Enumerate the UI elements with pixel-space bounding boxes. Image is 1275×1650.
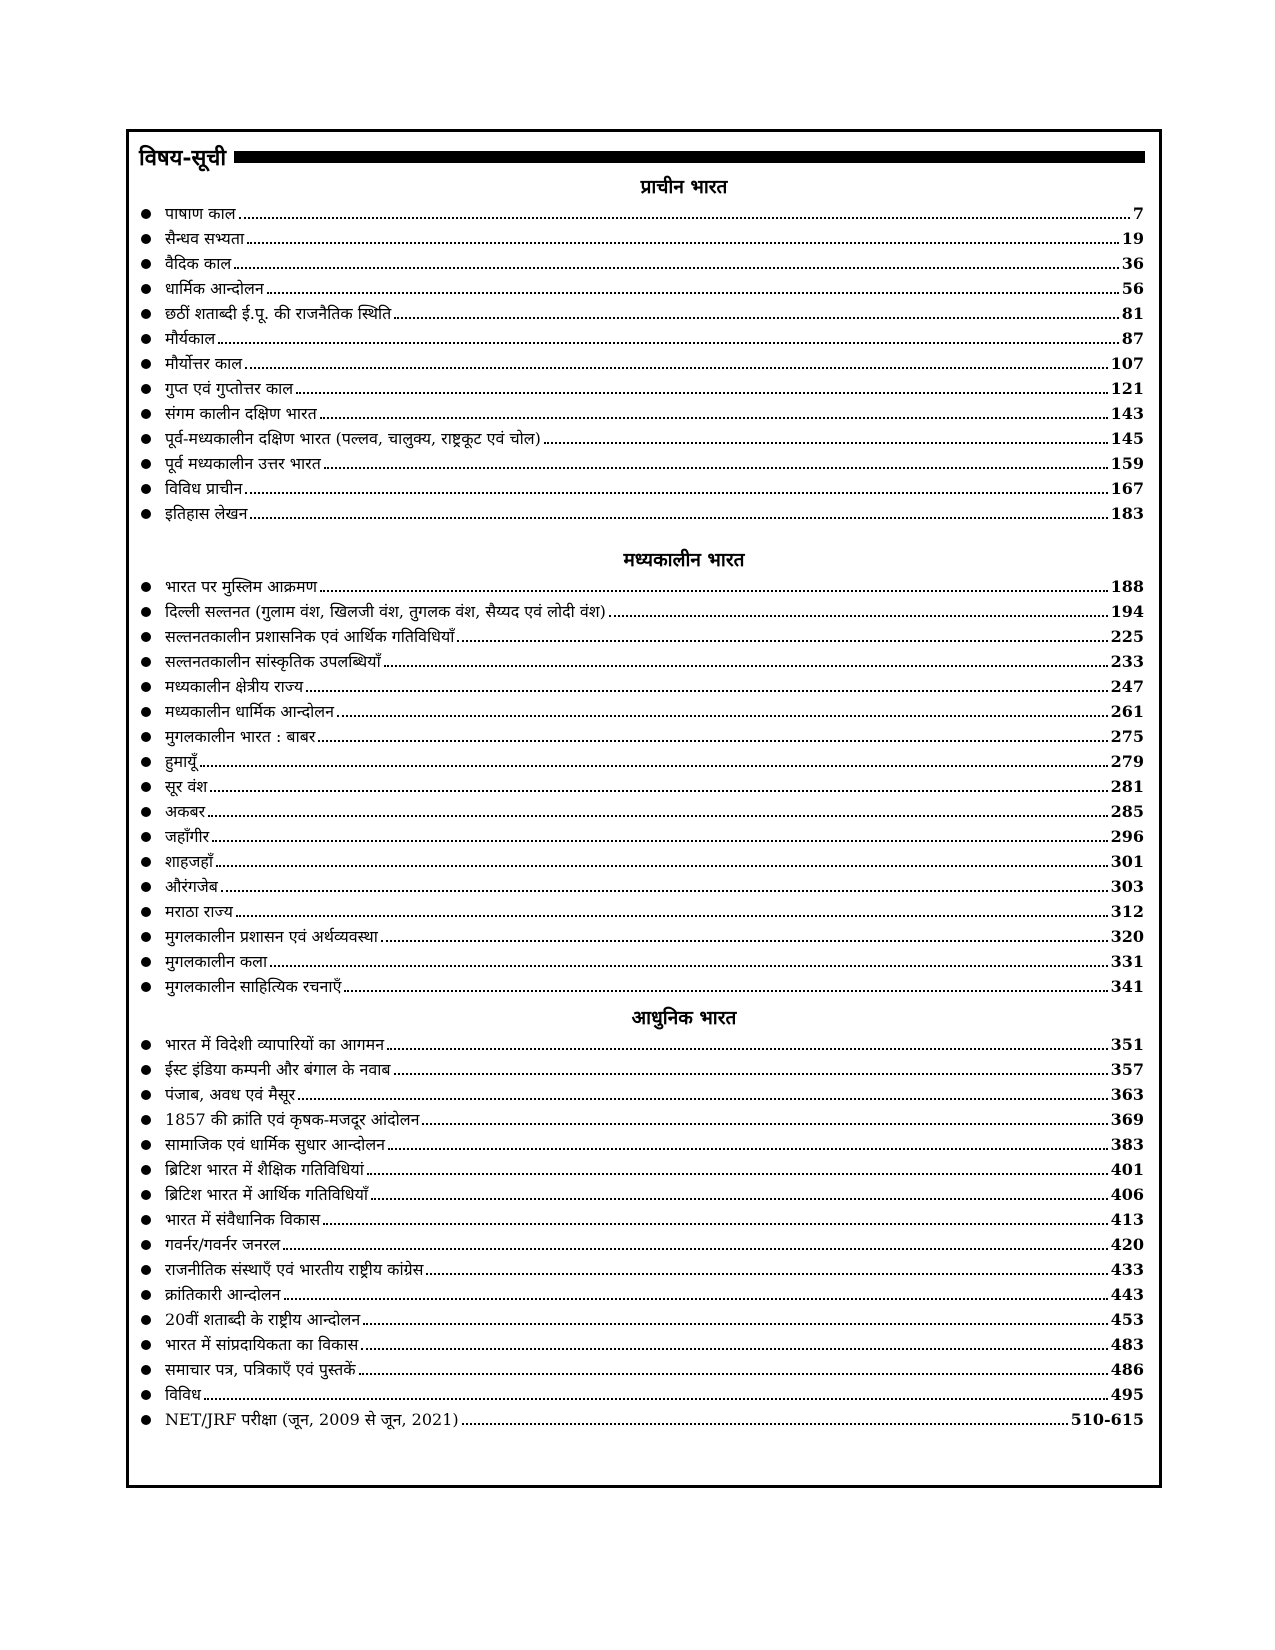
entry-label: हुमायूँ bbox=[165, 752, 197, 771]
entry-label: मध्यकालीन धार्मिक आन्दोलन bbox=[165, 702, 334, 721]
entry-page-number: 357 bbox=[1110, 1060, 1144, 1079]
entry-page-number: 363 bbox=[1110, 1085, 1144, 1104]
entry-page-number: 81 bbox=[1121, 304, 1144, 323]
entry-page-number: 483 bbox=[1110, 1335, 1144, 1354]
bullet-icon bbox=[141, 1390, 151, 1400]
entry-page-number: 285 bbox=[1110, 802, 1144, 821]
dot-leader bbox=[200, 765, 1108, 767]
entry-page-number: 369 bbox=[1110, 1110, 1144, 1129]
contents-entry[interactable] bbox=[141, 699, 1144, 724]
entry-page-number: 341 bbox=[1110, 977, 1144, 996]
section-heading: आधुनिक भारत bbox=[631, 1007, 737, 1029]
contents-entry[interactable] bbox=[141, 1032, 1144, 1057]
contents-entry[interactable] bbox=[141, 251, 1144, 276]
dot-leader bbox=[216, 865, 1108, 867]
title-bar-rule bbox=[234, 151, 1145, 163]
dot-leader bbox=[457, 640, 1107, 642]
contents-entry[interactable] bbox=[141, 799, 1144, 824]
contents-entry[interactable] bbox=[141, 624, 1144, 649]
bullet-icon bbox=[141, 284, 151, 294]
contents-entry[interactable] bbox=[141, 1382, 1144, 1407]
contents-entry[interactable] bbox=[141, 1232, 1144, 1257]
entry-label: पाषाण काल bbox=[165, 204, 236, 223]
contents-entry[interactable] bbox=[141, 849, 1144, 874]
contents-entry[interactable] bbox=[141, 1357, 1144, 1382]
contents-entry[interactable] bbox=[141, 376, 1144, 401]
contents-entry[interactable] bbox=[141, 1157, 1144, 1182]
entry-label: 1857 की क्रांति एवं कृषक-मजदूर आंदोलन bbox=[165, 1110, 420, 1129]
entry-label: भारत पर मुस्लिम आक्रमण bbox=[165, 577, 318, 596]
bullet-icon bbox=[141, 209, 151, 219]
contents-entry[interactable] bbox=[141, 1132, 1144, 1157]
bullet-icon bbox=[141, 632, 151, 642]
dot-leader bbox=[247, 242, 1119, 244]
contents-entry[interactable] bbox=[141, 1057, 1144, 1082]
dot-leader bbox=[212, 840, 1107, 842]
dot-leader bbox=[388, 1148, 1108, 1150]
dot-leader bbox=[221, 890, 1108, 892]
entry-page-number: 7 bbox=[1132, 204, 1144, 223]
contents-entry[interactable] bbox=[141, 649, 1144, 674]
dot-leader bbox=[204, 1398, 1108, 1400]
entry-page-number: 303 bbox=[1110, 877, 1144, 896]
contents-entry[interactable] bbox=[141, 1207, 1144, 1232]
bullet-icon bbox=[141, 757, 151, 767]
dot-leader bbox=[426, 1273, 1107, 1275]
entry-page-number: 121 bbox=[1110, 379, 1144, 398]
section-heading: मध्यकालीन भारत bbox=[623, 549, 745, 571]
entry-page-number: 510-615 bbox=[1070, 1410, 1144, 1429]
bullet-icon bbox=[141, 707, 151, 717]
dot-leader bbox=[320, 417, 1108, 419]
contents-entry[interactable] bbox=[141, 724, 1144, 749]
bullet-icon bbox=[141, 1315, 151, 1325]
entry-label: 20वीं शताब्दी के राष्ट्रीय आन्दोलन bbox=[165, 1310, 361, 1329]
entry-page-number: 495 bbox=[1110, 1385, 1144, 1404]
entry-page-number: 420 bbox=[1110, 1235, 1144, 1254]
contents-entry[interactable] bbox=[141, 574, 1144, 599]
entry-label: सूर वंश bbox=[165, 777, 208, 796]
contents-entry[interactable] bbox=[141, 824, 1144, 849]
bullet-icon bbox=[141, 582, 151, 592]
contents-section bbox=[129, 174, 1159, 526]
bullet-icon bbox=[141, 309, 151, 319]
contents-entry[interactable] bbox=[141, 501, 1144, 526]
dot-leader bbox=[609, 615, 1108, 617]
dot-leader bbox=[245, 367, 1107, 369]
entry-page-number: 233 bbox=[1110, 652, 1144, 671]
entry-label: जहाँगीर bbox=[165, 827, 210, 846]
bullet-icon bbox=[141, 1190, 151, 1200]
entry-label: वैदिक काल bbox=[165, 254, 232, 273]
contents-entry[interactable] bbox=[141, 451, 1144, 476]
dot-leader bbox=[284, 1298, 1108, 1300]
contents-entry[interactable] bbox=[141, 1332, 1144, 1357]
bullet-icon bbox=[141, 982, 151, 992]
dot-leader bbox=[306, 690, 1107, 692]
dot-leader bbox=[283, 1248, 1107, 1250]
contents-entry[interactable] bbox=[141, 1257, 1144, 1282]
entry-label: सैन्धव सभ्यता bbox=[165, 229, 245, 248]
bullet-icon bbox=[141, 259, 151, 269]
bullet-icon bbox=[141, 957, 151, 967]
entry-label: दिल्ली सल्तनत (गुलाम वंश, खिलजी वंश, तुगलक वंश, सैय्यद एवं लोदी वंश) bbox=[165, 602, 606, 621]
entry-label: सल्तनतकालीन सांस्कृतिक उपलब्धियाँ bbox=[165, 652, 381, 671]
dot-leader bbox=[387, 1048, 1107, 1050]
entry-label: मौर्योत्तर काल bbox=[165, 354, 243, 373]
bullet-icon bbox=[141, 234, 151, 244]
dot-leader bbox=[208, 815, 1107, 817]
dot-leader bbox=[384, 665, 1108, 667]
entry-page-number: 433 bbox=[1110, 1260, 1144, 1279]
bullet-icon bbox=[141, 1065, 151, 1075]
bullet-icon bbox=[141, 932, 151, 942]
contents-section bbox=[129, 1005, 1159, 1432]
entry-label: छठीं शताब्दी ई.पू. की राजनैतिक स्थिति bbox=[165, 304, 392, 323]
dot-leader bbox=[210, 790, 1107, 792]
dot-leader bbox=[371, 1198, 1108, 1200]
contents-entry[interactable] bbox=[141, 351, 1144, 376]
entry-page-number: 225 bbox=[1110, 627, 1144, 646]
bullet-icon bbox=[141, 807, 151, 817]
bullet-icon bbox=[141, 782, 151, 792]
dot-leader bbox=[267, 292, 1119, 294]
entry-page-number: 183 bbox=[1110, 504, 1144, 523]
contents-entry[interactable] bbox=[141, 1407, 1144, 1432]
dot-leader bbox=[270, 965, 1107, 967]
entry-page-number: 351 bbox=[1110, 1035, 1144, 1054]
entry-page-number: 159 bbox=[1110, 454, 1144, 473]
dot-leader bbox=[234, 267, 1119, 269]
entry-label: सामाजिक एवं धार्मिक सुधार आन्दोलन bbox=[165, 1135, 386, 1154]
contents-entry[interactable] bbox=[141, 1082, 1144, 1107]
dot-leader bbox=[323, 1223, 1107, 1225]
entry-label: समाचार पत्र, पत्रिकाएँ एवं पुस्तकें bbox=[165, 1360, 356, 1379]
dot-leader bbox=[367, 1173, 1108, 1175]
dot-leader bbox=[363, 1323, 1107, 1325]
entry-page-number: 145 bbox=[1110, 429, 1144, 448]
contents-entry[interactable] bbox=[141, 326, 1144, 351]
entry-label: शाहजहाँ bbox=[165, 852, 214, 871]
dot-leader bbox=[544, 442, 1108, 444]
entry-label: विविध प्राचीन bbox=[165, 479, 243, 498]
bullet-icon bbox=[141, 1140, 151, 1150]
entry-page-number: 383 bbox=[1110, 1135, 1144, 1154]
entry-page-number: 401 bbox=[1110, 1160, 1144, 1179]
entry-label: संगम कालीन दक्षिण भारत bbox=[165, 404, 317, 423]
entry-label: गुप्त एवं गुप्तोत्तर काल bbox=[165, 379, 294, 398]
entry-page-number: 56 bbox=[1121, 279, 1144, 298]
contents-entry[interactable] bbox=[141, 201, 1144, 226]
dot-leader bbox=[422, 1123, 1107, 1125]
bullet-icon bbox=[141, 1165, 151, 1175]
dot-leader bbox=[394, 317, 1118, 319]
entry-page-number: 107 bbox=[1110, 354, 1144, 373]
bullet-icon bbox=[141, 359, 151, 369]
dot-leader bbox=[218, 342, 1118, 344]
entry-label: भारत में सांप्रदायिकता का विकास bbox=[165, 1335, 359, 1354]
entry-page-number: 296 bbox=[1110, 827, 1144, 846]
bullet-icon bbox=[141, 1090, 151, 1100]
entry-label: क्रांतिकारी आन्दोलन bbox=[165, 1285, 281, 1304]
contents-entry[interactable] bbox=[141, 301, 1144, 326]
bullet-icon bbox=[141, 857, 151, 867]
entry-label: विविध bbox=[165, 1385, 201, 1404]
entry-label: गवर्नर/गवर्नर जनरल bbox=[165, 1235, 281, 1254]
contents-entry[interactable] bbox=[141, 599, 1144, 624]
dot-leader bbox=[359, 1373, 1108, 1375]
entry-label: औरंगजेब bbox=[165, 877, 218, 896]
contents-entry[interactable] bbox=[141, 924, 1144, 949]
entry-page-number: 413 bbox=[1110, 1210, 1144, 1229]
dot-leader bbox=[298, 1098, 1107, 1100]
entry-label: भारत में संवैधानिक विकास bbox=[165, 1210, 321, 1229]
bullet-icon bbox=[141, 1290, 151, 1300]
dot-leader bbox=[462, 1423, 1068, 1425]
bullet-icon bbox=[141, 607, 151, 617]
entry-page-number: 406 bbox=[1110, 1185, 1144, 1204]
entry-label: ब्रिटिश भारत में आर्थिक गतिविधियाँ bbox=[165, 1185, 369, 1204]
contents-section bbox=[129, 547, 1159, 999]
entry-page-number: 486 bbox=[1110, 1360, 1144, 1379]
entry-label: अकबर bbox=[165, 802, 206, 821]
contents-entry[interactable] bbox=[141, 949, 1144, 974]
entry-label: सल्तनतकालीन प्रशासनिक एवं आर्थिक गतिविधियाँ bbox=[165, 627, 455, 646]
dot-leader bbox=[239, 217, 1130, 219]
entry-label: राजनीतिक संस्थाएँ एवं भारतीय राष्ट्रीय कांग्रेस bbox=[165, 1260, 424, 1279]
dot-leader bbox=[324, 467, 1108, 469]
bullet-icon bbox=[141, 459, 151, 469]
contents-entry[interactable] bbox=[141, 899, 1144, 924]
bullet-icon bbox=[141, 1215, 151, 1225]
dot-leader bbox=[318, 740, 1107, 742]
entry-page-number: 453 bbox=[1110, 1310, 1144, 1329]
contents-entry[interactable] bbox=[141, 874, 1144, 899]
entry-label: ब्रिटिश भारत में शैक्षिक गतिविधियां bbox=[165, 1160, 364, 1179]
contents-entry[interactable] bbox=[141, 1307, 1144, 1332]
dot-leader bbox=[394, 1073, 1108, 1075]
dot-leader bbox=[250, 517, 1107, 519]
entry-label: भारत में विदेशी व्यापारियों का आगमन bbox=[165, 1035, 385, 1054]
bullet-icon bbox=[141, 882, 151, 892]
contents-entry[interactable] bbox=[141, 974, 1144, 999]
entry-page-number: 301 bbox=[1110, 852, 1144, 871]
section-heading: प्राचीन भारत bbox=[640, 176, 728, 198]
entry-label: मुगलकालीन कला bbox=[165, 952, 268, 971]
dot-leader bbox=[337, 715, 1108, 717]
contents-entry[interactable] bbox=[141, 1107, 1144, 1132]
dot-leader bbox=[381, 940, 1108, 942]
bullet-icon bbox=[141, 509, 151, 519]
dot-leader bbox=[320, 590, 1108, 592]
contents-entry[interactable] bbox=[141, 1182, 1144, 1207]
entry-label: मुगलकालीन प्रशासन एवं अर्थव्यवस्था bbox=[165, 927, 378, 946]
entry-page-number: 275 bbox=[1110, 727, 1144, 746]
entry-page-number: 188 bbox=[1110, 577, 1144, 596]
contents-entry[interactable] bbox=[141, 426, 1144, 451]
bullet-icon bbox=[141, 1115, 151, 1125]
title-row bbox=[139, 140, 1145, 174]
contents-entry[interactable] bbox=[141, 276, 1144, 301]
entry-label: पंजाब, अवध एवं मैसूर bbox=[165, 1085, 296, 1104]
bullet-icon bbox=[141, 409, 151, 419]
entry-page-number: 36 bbox=[1121, 254, 1144, 273]
entry-label: मध्यकालीन क्षेत्रीय राज्य bbox=[165, 677, 304, 696]
entry-page-number: 443 bbox=[1110, 1285, 1144, 1304]
contents-frame bbox=[126, 129, 1162, 1488]
entry-label: मुगलकालीन भारत : बाबर bbox=[165, 727, 316, 746]
page-title: विषय-सूची bbox=[139, 145, 227, 171]
entry-label: ईस्ट इंडिया कम्पनी और बंगाल के नवाब bbox=[165, 1060, 391, 1079]
bullet-icon bbox=[141, 682, 151, 692]
entry-page-number: 320 bbox=[1110, 927, 1144, 946]
bullet-icon bbox=[141, 1040, 151, 1050]
entry-page-number: 87 bbox=[1121, 329, 1144, 348]
bullet-icon bbox=[141, 434, 151, 444]
entry-page-number: 279 bbox=[1110, 752, 1144, 771]
dot-leader bbox=[361, 1348, 1107, 1350]
entry-page-number: 247 bbox=[1110, 677, 1144, 696]
entry-page-number: 312 bbox=[1110, 902, 1144, 921]
entry-page-number: 261 bbox=[1110, 702, 1144, 721]
entry-page-number: 281 bbox=[1110, 777, 1144, 796]
dot-leader bbox=[236, 915, 1108, 917]
entry-page-number: 167 bbox=[1110, 479, 1144, 498]
dot-leader bbox=[296, 392, 1107, 394]
bullet-icon bbox=[141, 334, 151, 344]
bullet-icon bbox=[141, 1365, 151, 1375]
bullet-icon bbox=[141, 1340, 151, 1350]
entry-label: इतिहास लेखन bbox=[165, 504, 248, 523]
entry-page-number: 143 bbox=[1110, 404, 1144, 423]
entry-label: पूर्व मध्यकालीन उत्तर भारत bbox=[165, 454, 321, 473]
bullet-icon bbox=[141, 1415, 151, 1425]
bullet-icon bbox=[141, 384, 151, 394]
entry-label: NET/JRF परीक्षा (जून, 2009 से जून, 2021) bbox=[165, 1410, 459, 1429]
entry-page-number: 194 bbox=[1110, 602, 1144, 621]
contents-entry[interactable] bbox=[141, 1282, 1144, 1307]
entry-label: मुगलकालीन साहित्यिक रचनाएँ bbox=[165, 977, 342, 996]
dot-leader bbox=[344, 990, 1107, 992]
bullet-icon bbox=[141, 1240, 151, 1250]
contents-entry[interactable] bbox=[141, 774, 1144, 799]
entry-label: धार्मिक आन्दोलन bbox=[165, 279, 264, 298]
contents-entry[interactable] bbox=[141, 401, 1144, 426]
contents-entry[interactable] bbox=[141, 674, 1144, 699]
bullet-icon bbox=[141, 832, 151, 842]
contents-entry[interactable] bbox=[141, 226, 1144, 251]
bullet-icon bbox=[141, 907, 151, 917]
dot-leader bbox=[245, 492, 1107, 494]
bullet-icon bbox=[141, 1265, 151, 1275]
bullet-icon bbox=[141, 657, 151, 667]
entry-page-number: 19 bbox=[1121, 229, 1144, 248]
bullet-icon bbox=[141, 732, 151, 742]
contents-entry[interactable] bbox=[141, 749, 1144, 774]
entry-label: मराठा राज्य bbox=[165, 902, 233, 921]
contents-entry[interactable] bbox=[141, 476, 1144, 501]
entry-label: मौर्यकाल bbox=[165, 329, 216, 348]
entry-page-number: 331 bbox=[1110, 952, 1144, 971]
bullet-icon bbox=[141, 484, 151, 494]
entry-label: पूर्व-मध्यकालीन दक्षिण भारत (पल्लव, चालुक्य, राष्ट्रकूट एवं चोल) bbox=[165, 429, 541, 448]
